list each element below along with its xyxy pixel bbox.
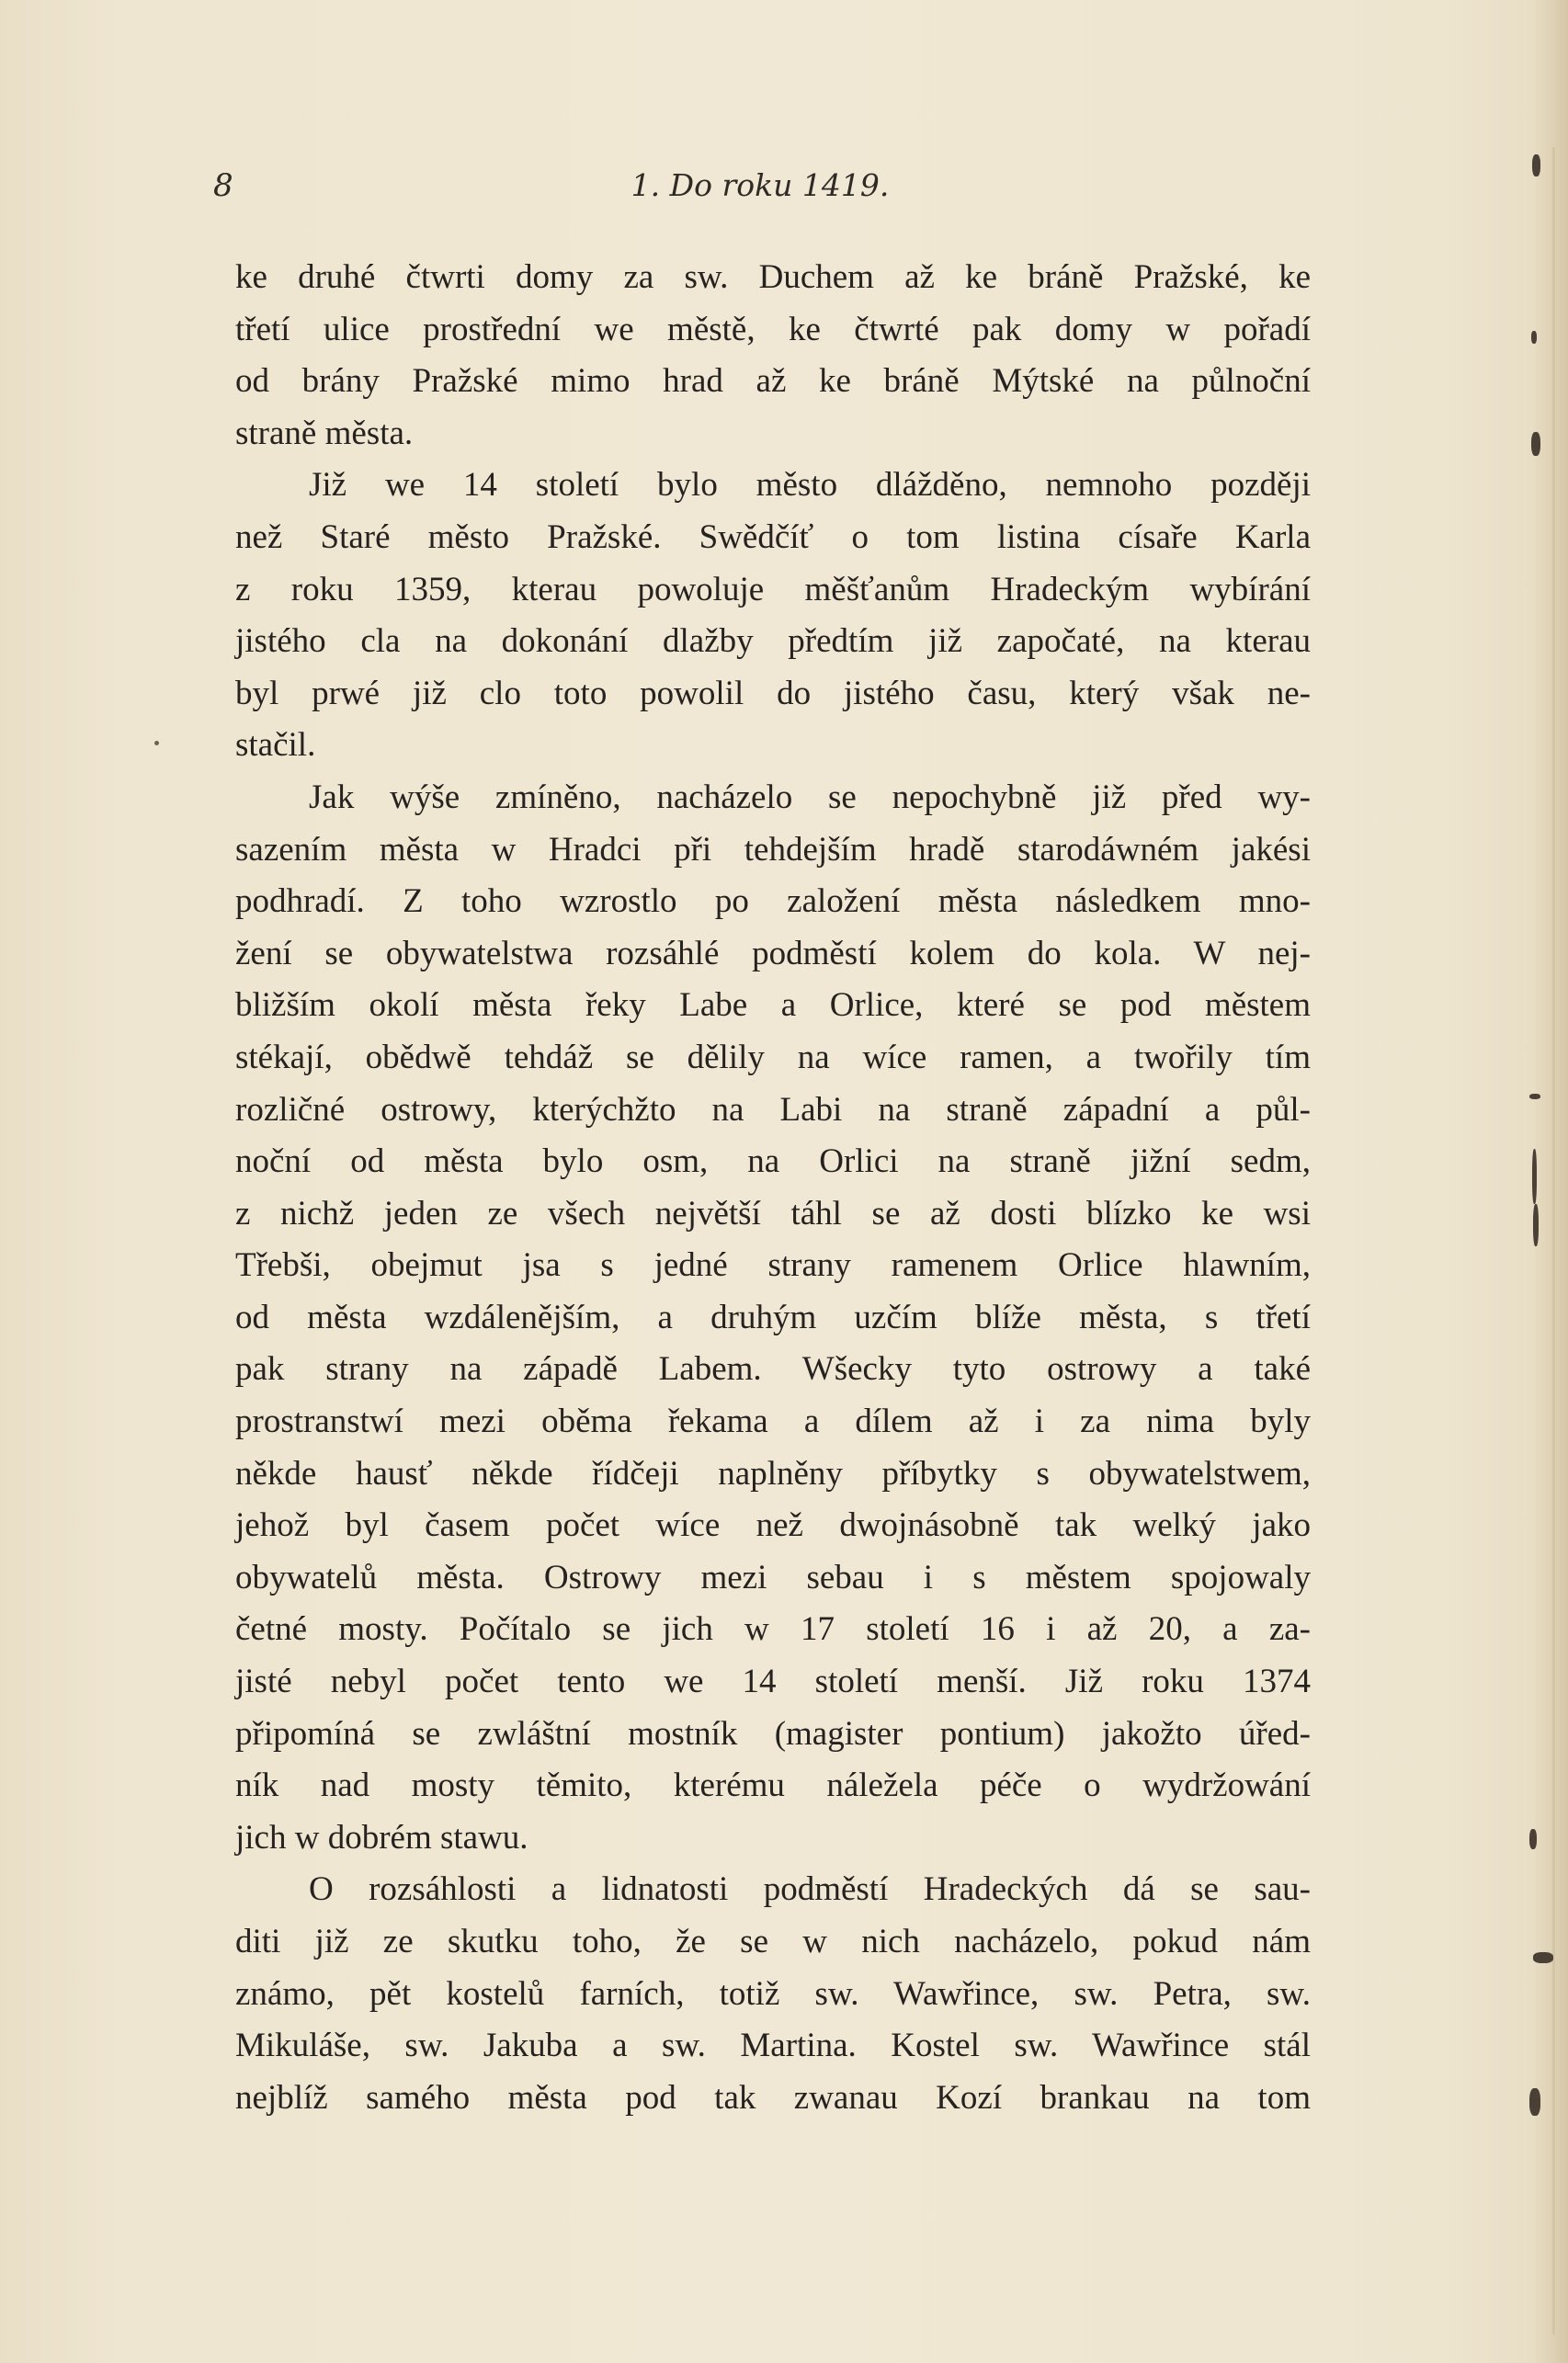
text-line: jisté nebyl počet tento we 14 století menší. Již roku 1374: [235, 1663, 1311, 1701]
text-line: bližším okolí města řeky Labe a Orlice, které se pod městem: [235, 986, 1311, 1025]
text-line: obywatelů města. Ostrowy mezi sebau i s městem spojowaly: [235, 1558, 1311, 1596]
text-line: O rozsáhlosti a lidnatosti podměstí Hradeckých dá se sau-: [309, 1870, 1311, 1909]
body-text: [235, 252, 1311, 2124]
ink-blot: [1529, 1094, 1540, 1099]
text-line: četné mosty. Počítalo se jich w 17 století 16 i až 20, a za-: [235, 1610, 1311, 1649]
text-line: Mikuláše, sw. Jakuba a sw. Martina. Kostel sw. Wawřince stál: [235, 2027, 1311, 2065]
text-line: Třebši, obejmut jsa s jedné strany ramenem Orlice hlawním,: [235, 1246, 1311, 1285]
text-line: rozličné ostrowy, kterýchžto na Labi na straně západní a půl-: [235, 1090, 1311, 1129]
text-line: straně města.: [235, 414, 414, 452]
ink-blot: [1531, 331, 1537, 344]
text-line: nejblíž samého města pod tak zwanau Kozí brankau na tom: [235, 2078, 1311, 2117]
text-line: diti již ze skutku toho, že se w nich nacházelo, pokud nám: [235, 1923, 1311, 1960]
text-line: připomíná se zwláštní mostník (magister pontium) jakožto úřed-: [235, 1714, 1311, 1753]
text-line: z nichž jeden ze všech největší táhl se až dosti blízko ke wsi: [235, 1194, 1311, 1233]
ink-blot: [1532, 1149, 1537, 1204]
ink-blot: [1529, 1829, 1537, 1849]
text-line: jehož byl časem počet wíce než dwojnásobně tak welký jako: [235, 1506, 1311, 1545]
page-edge-line: [1552, 147, 1555, 2335]
text-line: Již we 14 století bylo město dlážděno, nemnoho později: [309, 466, 1311, 505]
text-line: noční od města bylo osm, na Orlici na straně jižní sedm,: [235, 1142, 1311, 1181]
text-line: Jak wýše zmíněno, nacházelo se nepochybně již před wy-: [309, 778, 1311, 816]
ink-blot: [1532, 154, 1540, 176]
text-line: od brány Pražské mimo hrad až ke bráně Mýtské na půlnoční: [235, 362, 1311, 401]
text-line: žení se obywatelstwa rozsáhlé podměstí kolem do kola. W nej-: [235, 934, 1311, 972]
text-line: stékají, obědwě tehdáž se dělily na wíce ramen, a twořily tím: [235, 1038, 1311, 1076]
ink-blot: [1529, 2088, 1540, 2116]
text-line: než Staré město Pražské. Swědčíť o tom listina císaře Karla: [235, 517, 1311, 556]
text-line: jich w dobrém stawu.: [235, 1818, 528, 1857]
text-line: někde hausť někde řídčeji naplněny příbytky s obywatelstwem,: [235, 1454, 1311, 1493]
page-number: 8: [213, 167, 233, 204]
text-line: ník nad mosty těmito, kterému náležela péče o wydržowání: [235, 1767, 1311, 1805]
text-line: stačil.: [235, 726, 316, 765]
text-line: z roku 1359, kterau powoluje měšťanům Hradeckým wybírání: [235, 570, 1311, 608]
text-line: ke druhé čtwrti domy za sw. Duchem až ke bráně Pražské, ke: [235, 258, 1311, 296]
text-line: jistého cla na dokonání dlažby předtím již započaté, na kterau: [235, 622, 1311, 661]
ink-blot: [1533, 1204, 1539, 1246]
ink-blot: [1533, 1952, 1553, 1963]
text-line: podhradí. Z toho wzrostlo po založení města následkem mno-: [235, 882, 1311, 921]
page-header: [213, 167, 1307, 213]
speck: [154, 741, 159, 745]
text-line: sazením města w Hradci při tehdejším hradě starodáwném jakési: [235, 830, 1311, 869]
running-head: 1. Do roku 1419.: [631, 167, 890, 203]
text-line: třetí ulice prostřední we městě, ke čtwrté pak domy w pořadí: [235, 310, 1311, 348]
text-line: od města wzdálenějším, a druhým uzčím blíže města, s třetí: [235, 1298, 1311, 1336]
text-line: známo, pět kostelů farních, totiž sw. Wawřince, sw. Petra, sw.: [235, 1974, 1311, 2013]
text-line: prostranstwí mezi oběma řekama a dílem až i za nima byly: [235, 1403, 1311, 1441]
ink-blot: [1531, 432, 1540, 456]
page-edge: [1535, 0, 1568, 2363]
text-line: byl prwé již clo toto powolil do jistého času, který však ne-: [235, 674, 1311, 712]
text-line: pak strany na západě Labem. Wšecky tyto ostrowy a také: [235, 1350, 1311, 1389]
